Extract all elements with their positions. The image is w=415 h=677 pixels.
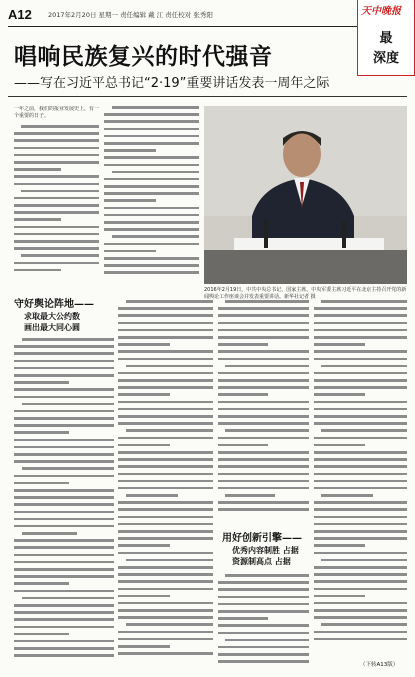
text-line <box>314 329 407 332</box>
text-line <box>14 590 114 593</box>
text-line <box>218 314 309 317</box>
text-line <box>104 113 199 116</box>
text-line <box>314 566 407 569</box>
section2-heading-line2: 优秀内容制胜 占据 <box>232 546 299 555</box>
text-line <box>218 632 309 635</box>
text-line <box>118 638 213 641</box>
text-line <box>218 386 309 389</box>
text-line <box>118 537 213 540</box>
text-line <box>14 647 114 650</box>
text-line <box>14 561 114 564</box>
text-line <box>218 415 309 418</box>
text-line <box>118 444 170 447</box>
text-line <box>104 142 199 145</box>
text-line <box>118 329 213 332</box>
text-line <box>314 422 407 425</box>
continued-note: （下转A13版） <box>360 662 399 668</box>
text-line <box>14 582 69 585</box>
photo-caption: 2016年2月19日，中共中央总书记、国家主席、中央军委主席习近平在北京主持召开党的新闻舆论工作座谈会并发表重要讲话。新华社记者 摄 <box>204 287 407 300</box>
text-line <box>118 372 213 375</box>
text-line <box>314 451 407 454</box>
text-line <box>218 596 309 599</box>
text-line <box>14 482 69 485</box>
text-line <box>218 480 309 483</box>
text-line <box>118 609 213 612</box>
text-line <box>118 616 213 619</box>
body-column-3b <box>218 574 309 670</box>
text-line <box>314 444 365 447</box>
text-line <box>14 460 114 463</box>
text-line <box>218 372 309 375</box>
text-line <box>314 602 407 605</box>
text-line <box>22 338 114 341</box>
text-line <box>225 574 309 577</box>
text-line <box>118 379 213 382</box>
body-column-2 <box>118 300 213 670</box>
text-line <box>314 314 407 317</box>
text-line <box>314 372 407 375</box>
text-line <box>118 451 213 454</box>
dateline: 2017年2月20日 星期一 责任编辑 戴 江 责任校对 张秀阳 <box>48 11 213 19</box>
text-line <box>14 604 114 607</box>
text-line <box>314 609 407 612</box>
text-line <box>14 525 114 528</box>
text-line <box>21 190 99 193</box>
text-line <box>314 401 407 404</box>
text-line <box>14 345 114 348</box>
text-line <box>14 381 69 384</box>
text-line <box>104 221 199 224</box>
text-line <box>118 652 213 655</box>
text-line <box>14 247 99 250</box>
text-line <box>314 544 365 547</box>
text-line <box>22 467 114 470</box>
text-line <box>118 501 213 504</box>
text-line <box>118 393 170 396</box>
text-line <box>118 350 213 353</box>
text-line <box>118 401 213 404</box>
text-line <box>118 631 213 634</box>
section1-heading <box>14 298 94 333</box>
text-line <box>14 240 99 243</box>
text-line <box>321 559 407 562</box>
text-line <box>22 532 77 535</box>
text-line <box>314 501 407 504</box>
text-line <box>218 379 309 382</box>
text-line <box>14 568 114 571</box>
text-line <box>118 645 170 648</box>
text-line <box>14 611 114 614</box>
speaker-photo-icon <box>204 106 407 284</box>
text-line <box>126 429 213 432</box>
text-line <box>218 610 309 613</box>
text-line <box>314 487 407 490</box>
text-line <box>118 544 170 547</box>
text-line <box>14 388 114 391</box>
body-column-3 <box>218 300 309 525</box>
text-line <box>314 358 407 361</box>
text-line <box>14 489 114 492</box>
text-line <box>225 639 309 642</box>
text-line <box>112 171 199 174</box>
text-line <box>314 480 407 483</box>
text-line <box>321 365 407 368</box>
text-line <box>14 233 99 236</box>
text-line <box>104 264 199 267</box>
text-line <box>218 393 268 396</box>
text-line <box>14 262 99 265</box>
text-line <box>218 646 309 649</box>
body-column-1 <box>14 338 114 670</box>
article-subheadline: ——写在习近平总书记“2·19”重要讲话发表一周年之际 <box>14 76 330 91</box>
text-line <box>14 654 114 657</box>
text-line <box>218 343 268 346</box>
text-line <box>218 401 309 404</box>
text-line <box>126 559 213 562</box>
text-line <box>104 178 199 181</box>
text-line <box>218 624 309 627</box>
text-line <box>218 653 309 656</box>
text-line <box>118 386 213 389</box>
text-line <box>14 496 114 499</box>
text-line <box>126 300 213 303</box>
text-line <box>225 429 309 432</box>
text-line <box>14 367 114 370</box>
text-line <box>218 444 268 447</box>
text-line <box>14 546 114 549</box>
lead-column-1 <box>14 106 99 282</box>
text-line <box>14 633 69 636</box>
text-line <box>218 603 309 606</box>
text-line <box>21 125 99 128</box>
text-line <box>118 307 213 310</box>
text-line <box>126 365 213 368</box>
body-column-4 <box>314 300 407 658</box>
text-line <box>314 343 365 346</box>
text-line <box>314 580 407 583</box>
text-line <box>14 374 114 377</box>
text-line <box>14 575 114 578</box>
section2-heading <box>222 532 302 567</box>
text-line <box>218 617 268 620</box>
text-line <box>118 508 213 511</box>
text-line <box>118 473 213 476</box>
text-line <box>14 269 61 272</box>
text-line <box>14 431 69 434</box>
text-line <box>21 254 99 257</box>
text-line <box>218 307 309 310</box>
text-line <box>104 243 199 246</box>
text-line <box>104 128 199 131</box>
masthead <box>8 4 407 27</box>
text-line <box>218 465 309 468</box>
text-line <box>14 518 114 521</box>
text-line <box>126 494 178 497</box>
text-line <box>118 480 213 483</box>
text-line <box>104 271 199 274</box>
text-line <box>104 120 199 123</box>
text-line <box>225 494 275 497</box>
text-line <box>118 437 213 440</box>
page-number: A12 <box>8 7 32 22</box>
text-line <box>14 453 114 456</box>
text-line <box>218 487 309 490</box>
text-line <box>118 422 213 425</box>
text-line <box>118 358 213 361</box>
text-line <box>218 473 309 476</box>
text-line <box>104 149 156 152</box>
text-line <box>118 465 213 468</box>
text-line <box>218 508 309 511</box>
text-line <box>126 623 213 626</box>
text-line <box>118 588 213 591</box>
text-line <box>118 552 213 555</box>
text-line <box>118 566 213 569</box>
section-title-top: 最 <box>379 31 393 46</box>
text-line <box>314 379 407 382</box>
text-line <box>314 408 407 411</box>
text-line <box>104 207 199 210</box>
text-line <box>218 336 309 339</box>
text-line <box>321 429 407 432</box>
text-line <box>14 511 114 514</box>
divider <box>8 96 407 97</box>
text-line <box>118 602 213 605</box>
article-photo <box>204 106 407 284</box>
text-line <box>118 487 213 490</box>
text-line <box>14 410 114 413</box>
text-line <box>14 218 61 221</box>
text-line <box>104 228 199 231</box>
text-line <box>314 415 407 418</box>
text-line <box>14 360 114 363</box>
text-line <box>14 154 99 157</box>
section1-heading-line2: 求取最大公约数 <box>24 312 80 321</box>
text-line <box>14 554 114 557</box>
text-line <box>104 164 199 167</box>
text-line <box>14 147 99 150</box>
text-line <box>314 336 407 339</box>
text-line <box>118 408 213 411</box>
text-line <box>118 523 213 526</box>
text-line <box>321 494 372 497</box>
text-line <box>22 403 114 406</box>
text-line <box>14 503 114 506</box>
text-line <box>314 465 407 468</box>
text-line <box>218 588 309 591</box>
text-line <box>218 350 309 353</box>
text-line <box>314 437 407 440</box>
text-line <box>118 530 213 533</box>
text-line <box>314 523 407 526</box>
section2-heading-line3: 资源制高点 占据 <box>232 557 291 566</box>
text-line <box>314 473 407 476</box>
text-line <box>14 175 99 178</box>
text-line <box>321 300 407 303</box>
text-line <box>14 183 99 186</box>
text-line <box>218 408 309 411</box>
lead-column-2 <box>104 106 199 282</box>
text-line <box>314 350 407 353</box>
text-line <box>22 597 114 600</box>
text-line <box>118 595 170 598</box>
text-line <box>14 439 114 442</box>
section-badge <box>357 0 415 76</box>
text-line <box>14 139 99 142</box>
text-line <box>314 530 407 533</box>
text-line <box>314 631 407 634</box>
lead-opening-text: 一年之前，我们的报业发展史上，有一个重要的日子。 <box>14 106 99 120</box>
text-line <box>218 660 309 663</box>
text-line <box>314 458 407 461</box>
text-line <box>14 446 114 449</box>
text-line <box>104 156 199 159</box>
text-line <box>14 352 114 355</box>
text-line <box>225 300 309 303</box>
article-headline: 唱响民族复兴的时代强音 <box>14 44 273 70</box>
text-line <box>314 386 407 389</box>
text-line <box>218 581 309 584</box>
text-line <box>314 393 365 396</box>
text-line <box>314 616 407 619</box>
newspaper-logo: 天中晚报 <box>361 6 401 17</box>
text-line <box>225 365 309 368</box>
text-line <box>218 322 309 325</box>
text-line <box>321 623 407 626</box>
text-line <box>118 322 213 325</box>
text-line <box>314 552 407 555</box>
text-line <box>14 626 114 629</box>
text-line <box>314 595 365 598</box>
text-line <box>104 135 199 138</box>
text-line <box>314 537 407 540</box>
text-line <box>218 329 309 332</box>
text-line <box>104 214 199 217</box>
text-line <box>14 204 99 207</box>
text-line <box>14 132 99 135</box>
text-line <box>218 501 309 504</box>
text-line <box>104 185 199 188</box>
text-line <box>218 358 309 361</box>
text-line <box>218 437 309 440</box>
text-line <box>314 516 407 519</box>
section2-heading-line1: 用好创新引擎—— <box>222 533 302 544</box>
text-line <box>104 192 199 195</box>
section-title-bottom: 深度 <box>372 51 399 66</box>
text-line <box>14 211 99 214</box>
text-line <box>218 458 309 461</box>
text-line <box>14 424 114 427</box>
text-line <box>314 322 407 325</box>
text-line <box>118 415 213 418</box>
text-line <box>14 417 114 420</box>
text-line <box>104 250 156 253</box>
text-line <box>118 336 213 339</box>
text-line <box>104 199 156 202</box>
text-line <box>118 516 213 519</box>
text-line <box>118 458 213 461</box>
text-line <box>14 197 99 200</box>
text-line <box>314 638 407 641</box>
text-line <box>218 451 309 454</box>
text-line <box>118 573 213 576</box>
text-line <box>14 475 114 478</box>
text-line <box>112 106 199 109</box>
text-line <box>314 307 407 310</box>
text-line <box>104 257 199 260</box>
text-line <box>14 640 114 643</box>
text-line <box>314 588 407 591</box>
text-line <box>314 508 407 511</box>
text-line <box>14 226 99 229</box>
text-line <box>218 422 309 425</box>
text-line <box>14 396 114 399</box>
text-line <box>14 618 114 621</box>
text-line <box>314 573 407 576</box>
text-line <box>118 580 213 583</box>
text-line <box>14 539 114 542</box>
text-line <box>14 168 61 171</box>
section1-heading-line3: 画出最大同心圆 <box>24 323 80 332</box>
section1-heading-line1: 守好舆论阵地—— <box>14 299 94 310</box>
text-line <box>14 161 99 164</box>
text-line <box>118 314 213 317</box>
text-line <box>112 235 199 238</box>
text-line <box>118 343 170 346</box>
